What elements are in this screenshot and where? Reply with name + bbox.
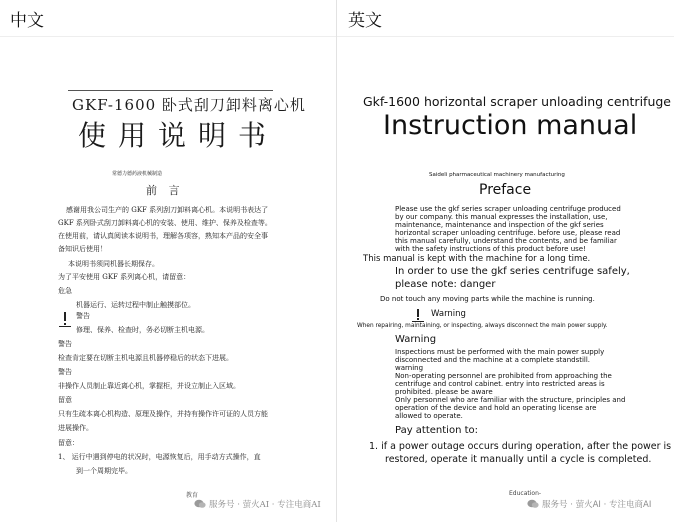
en-no-touch: Do not touch any moving parts while the machine is running. [380, 295, 595, 303]
watermark-right [527, 498, 651, 510]
zh-line: 在使用前，请认真阅读本说明书，理解各项容，熟知本产品的安全事 [58, 232, 268, 240]
label-chinese: 中文 [10, 11, 44, 31]
en-warning-1: Warning [431, 309, 466, 319]
zh-line: 危急 [58, 287, 72, 295]
watermark-text: 服务号 · 萤火AI · 专注电商AI [542, 500, 652, 510]
en-order-line: In order to use the gkf series centrifuge safely, [395, 266, 630, 277]
en-kept: This manual is kept with the machine for a long time. [363, 254, 591, 264]
zh-line: 为了平安使用 GKF 系列离心机，请留意： [58, 273, 191, 281]
zh-line: 只有生疏本离心机构造、原理及操作，并持有操作许可证的人员方能 [58, 410, 268, 418]
en-inspect-line: Inspections must be performed with the main power supply [395, 348, 605, 356]
zh-line: 感谢用我公司生产的 GKF 系列刮刀卸料离心机。本说明书表达了 [66, 206, 269, 214]
en-inspect-line: centrifuge and control cabinet. entry into restricted areas is [395, 380, 605, 388]
zh-title: GKF-1600 卧式刮刀卸料离心机 [72, 96, 306, 114]
en-disconnect: When repairing, maintaining, or inspecting, always disconnect the main power supply. [357, 323, 608, 329]
zh-line: 1、 运行中遇到停电的状况时，电源恢复后，用手动方式操作，直 [58, 453, 261, 461]
label-english: 英文 [348, 11, 382, 31]
en-inspect-line: warning [395, 364, 424, 372]
en-inspect-line: Non-operating personnel are prohibited from approaching the [395, 372, 612, 380]
watermark-text: 服务号 · 萤火AI · 专注电商AI [209, 500, 321, 510]
wechat-service-icon [194, 499, 206, 509]
en-preface-heading: Preface [479, 182, 532, 198]
en-item-1: 1. if a power outage occurs during operation, after the power is [369, 441, 672, 452]
zh-line: GKF 系列卧式刮刀卸料离心机的安装、使用、维护、保养及检查等。 [58, 219, 272, 227]
zh-line: 本说明书须同机器长期保存。 [68, 260, 159, 268]
zh-line: 到一个周期完毕。 [76, 467, 132, 475]
en-para-line: horizontal scraper unloading centrifuge. before use, please read [395, 229, 621, 237]
zh-company: 常德力德药液机械制造 [112, 171, 163, 177]
chinese-page [0, 36, 336, 522]
en-para-line: by our company. this manual expresses the installation, use, [395, 213, 608, 221]
watermark-left [194, 498, 321, 510]
en-order-line: please note: danger [395, 279, 496, 290]
en-warning-2: Warning [395, 334, 437, 345]
en-inspect-line: disconnected and the machine at a complete standstill. [395, 356, 591, 364]
en-company: Saideli pharmaceutical machinery manufacturing [429, 172, 565, 178]
en-inspect-line: prohibited. please be aware [395, 388, 493, 396]
zh-footer: 教育 [186, 492, 199, 499]
en-para-line: with the safety instructions of this product before use! [395, 245, 586, 253]
en-title: Gkf-1600 horizontal scraper unloading centrifuge [363, 94, 671, 109]
en-para-line: this manual carefully, understand the contents, and be familiar [395, 237, 617, 245]
en-pay-attention: Pay attention to: [395, 425, 479, 436]
zh-line: 机器运行、运转过程中制止触摸部位。 [76, 301, 195, 309]
zh-line: 修理、保养、检查时，务必切断主机电源。 [76, 326, 209, 334]
en-footer: Education- [509, 490, 542, 497]
zh-line: 检查肯定要在切断主机电源且机器停稳后的状态下进展。 [58, 354, 233, 362]
en-item-1b: restored, operate it manually until a cycle is completed. [385, 454, 652, 465]
zh-line: 非操作人员制止靠近离心机，掌握柜，并设立制止入区域。 [58, 382, 240, 390]
zh-line: 留意 [58, 396, 72, 404]
zh-preface-heading: 前 言 [146, 184, 184, 197]
english-page [337, 36, 674, 522]
top-rule [68, 90, 273, 91]
en-big-title: Instruction manual [383, 110, 638, 141]
en-inspect-line: operation of the device and hold an operating license are [395, 404, 597, 412]
wechat-service-icon [527, 499, 539, 509]
zh-line: 留意： [58, 439, 79, 447]
en-inspect-line: allowed to operate. [395, 412, 463, 420]
zh-line: 警告 [76, 312, 90, 320]
zh-line: 警告 [58, 340, 72, 348]
zh-line: 警告 [58, 368, 72, 376]
en-para-line: maintenance, maintenance and inspection of the gkf series [395, 221, 604, 229]
en-para-line: Please use the gkf series scraper unloading centrifuge produced [395, 205, 621, 213]
zh-line: 进展操作。 [58, 424, 93, 432]
zh-line: 备知识后使用！ [58, 245, 107, 253]
zh-big-title: 使用说明书 [78, 119, 279, 152]
en-inspect-line: Only personnel who are familiar with the structure, principles and [395, 396, 626, 404]
